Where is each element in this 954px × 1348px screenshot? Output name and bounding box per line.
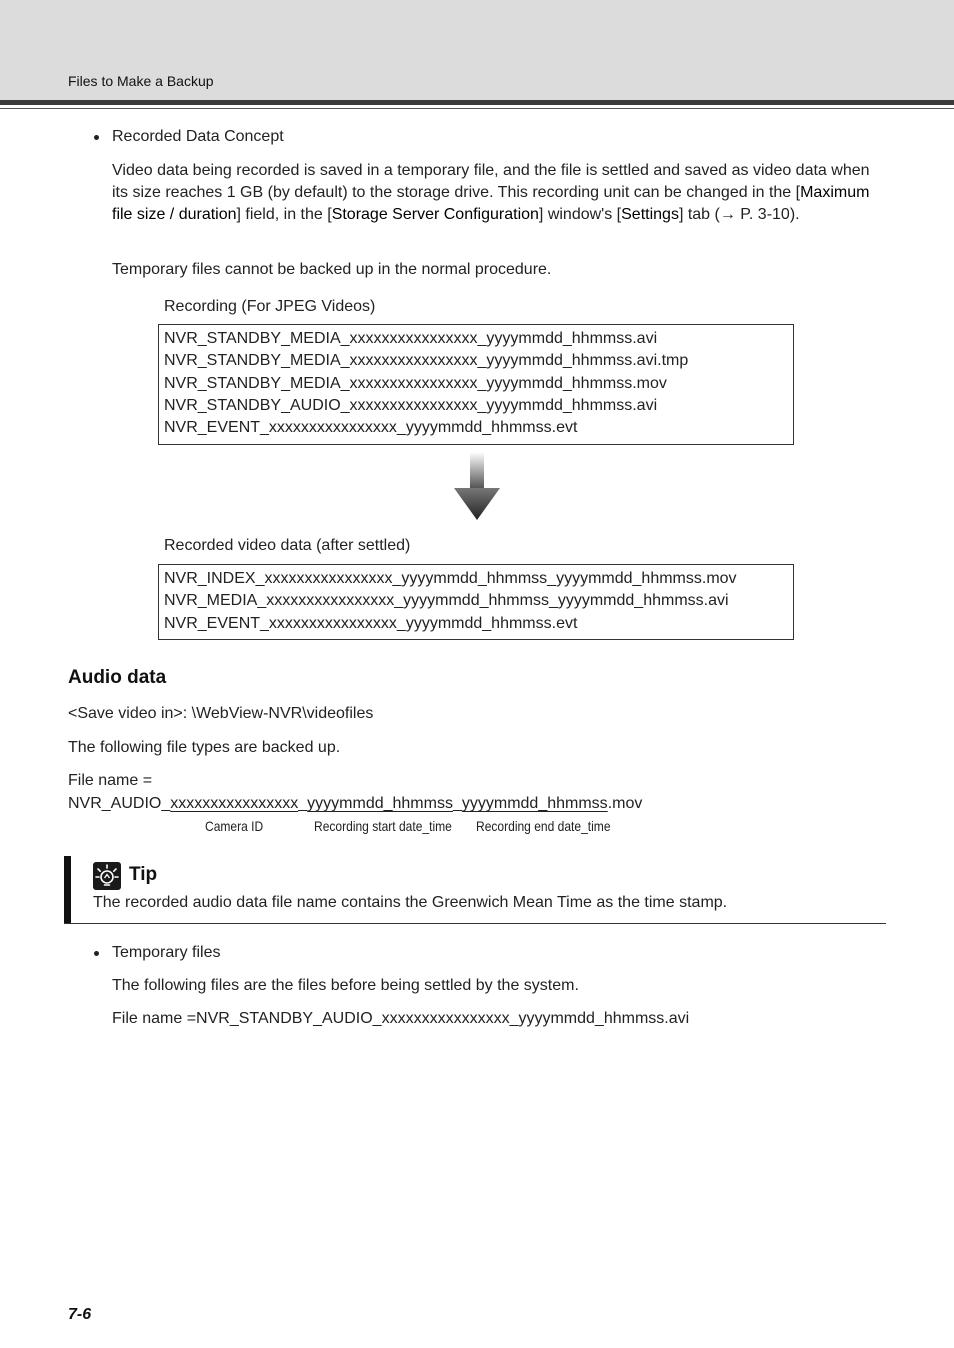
header-rule [0, 100, 954, 105]
temp-files-desc: The following files are the files before being settled by the system. [112, 977, 579, 994]
settled-files-box [158, 564, 794, 640]
tip-text: The recorded audio data file name contains the Greenwich Mean Time as the time stamp. [93, 894, 728, 911]
header-rule-thin [0, 108, 954, 109]
field-ref: Maximum file size / duration [112, 184, 870, 223]
tab-ref: Settings [621, 206, 679, 223]
caption-camera-id: Camera ID [205, 818, 264, 834]
down-arrow-icon [452, 452, 502, 522]
file-name: NVR_STANDBY_MEDIA_xxxxxxxxxxxxxxxx_yyyymmdd_hhmmss.mov [164, 374, 667, 392]
audio-file-name-pattern: NVR_AUDIO_xxxxxxxxxxxxxxxx_yyyymmdd_hhmmss_yyyymmdd_hhmmss.mov [68, 795, 643, 812]
bullet-heading: Temporary files [112, 944, 221, 961]
bullet-icon [94, 135, 99, 140]
file-name: NVR_INDEX_xxxxxxxxxxxxxxxx_yyyymmdd_hhmmss_yyyymmdd_hhmmss.mov [164, 570, 737, 587]
save-path: <Save video in>: \WebView-NVR\videofiles [68, 705, 374, 722]
file-name: NVR_STANDBY_MEDIA_xxxxxxxxxxxxxxxx_yyyymmdd_hhmmss.avi [164, 330, 658, 347]
temp-note: Temporary files cannot be backed up in the normal procedure. [112, 261, 552, 278]
window-ref: Storage Server Configuration [331, 206, 539, 223]
types-note: The following file types are backed up. [68, 739, 341, 756]
bullet-heading: Recorded Data Concept [112, 128, 284, 145]
header-title: Files to Make a Backup [68, 73, 214, 89]
file-name-label: File name = [68, 772, 153, 789]
recording-label: Recording (For JPEG Videos) [164, 298, 376, 315]
caption-start: Recording start date_time [314, 818, 452, 834]
file-name: NVR_STANDBY_MEDIA_xxxxxxxxxxxxxxxx_yyyymmdd_hhmmss.avi.tmp [164, 352, 689, 370]
tip-title: Tip [129, 864, 158, 885]
settled-label: Recorded video data (after settled) [164, 537, 411, 554]
audio-heading: Audio data [68, 667, 167, 688]
caption-end: Recording end date_time [476, 818, 611, 834]
start-time-part: yyyymmdd_hhmmss [307, 795, 453, 812]
tip-bar [64, 856, 71, 924]
file-name: NVR_MEDIA_xxxxxxxxxxxxxxxx_yyyymmdd_hhmmss_yyyymmdd_hhmmss.avi [164, 592, 729, 610]
file-name: NVR_EVENT_xxxxxxxxxxxxxxxx_yyyymmdd_hhmmss.evt [164, 419, 578, 437]
file-name: NVR_STANDBY_AUDIO_xxxxxxxxxxxxxxxx_yyyymmdd_hhmmss.avi [164, 396, 658, 414]
temp-file-name: File name =NVR_STANDBY_AUDIO_xxxxxxxxxxxxxxxx_yyyymmdd_hhmmss.avi [112, 1010, 690, 1027]
concept-paragraph: Video data being recorded is saved in a temporary file, and the file is settled and saved as video data when its size reaches 1 GB (by default) to the storage drive. This recording unit can be changed in the [Maximum file size / duration] field, in the [Storage Server Configuration] window's [Settings] tab (→ P. 3-10). [112, 162, 870, 223]
camera-id-part: xxxxxxxxxxxxxxxx [170, 795, 299, 812]
tip-rule [64, 923, 886, 924]
tip-lightbulb-icon [93, 862, 121, 890]
page-number: 7-6 [68, 1306, 92, 1323]
bullet-icon [94, 951, 99, 956]
end-time-part: yyyymmdd_hhmmss [461, 795, 608, 812]
recording-files-box [158, 324, 794, 445]
file-name: NVR_EVENT_xxxxxxxxxxxxxxxx_yyyymmdd_hhmmss.evt [164, 614, 578, 632]
